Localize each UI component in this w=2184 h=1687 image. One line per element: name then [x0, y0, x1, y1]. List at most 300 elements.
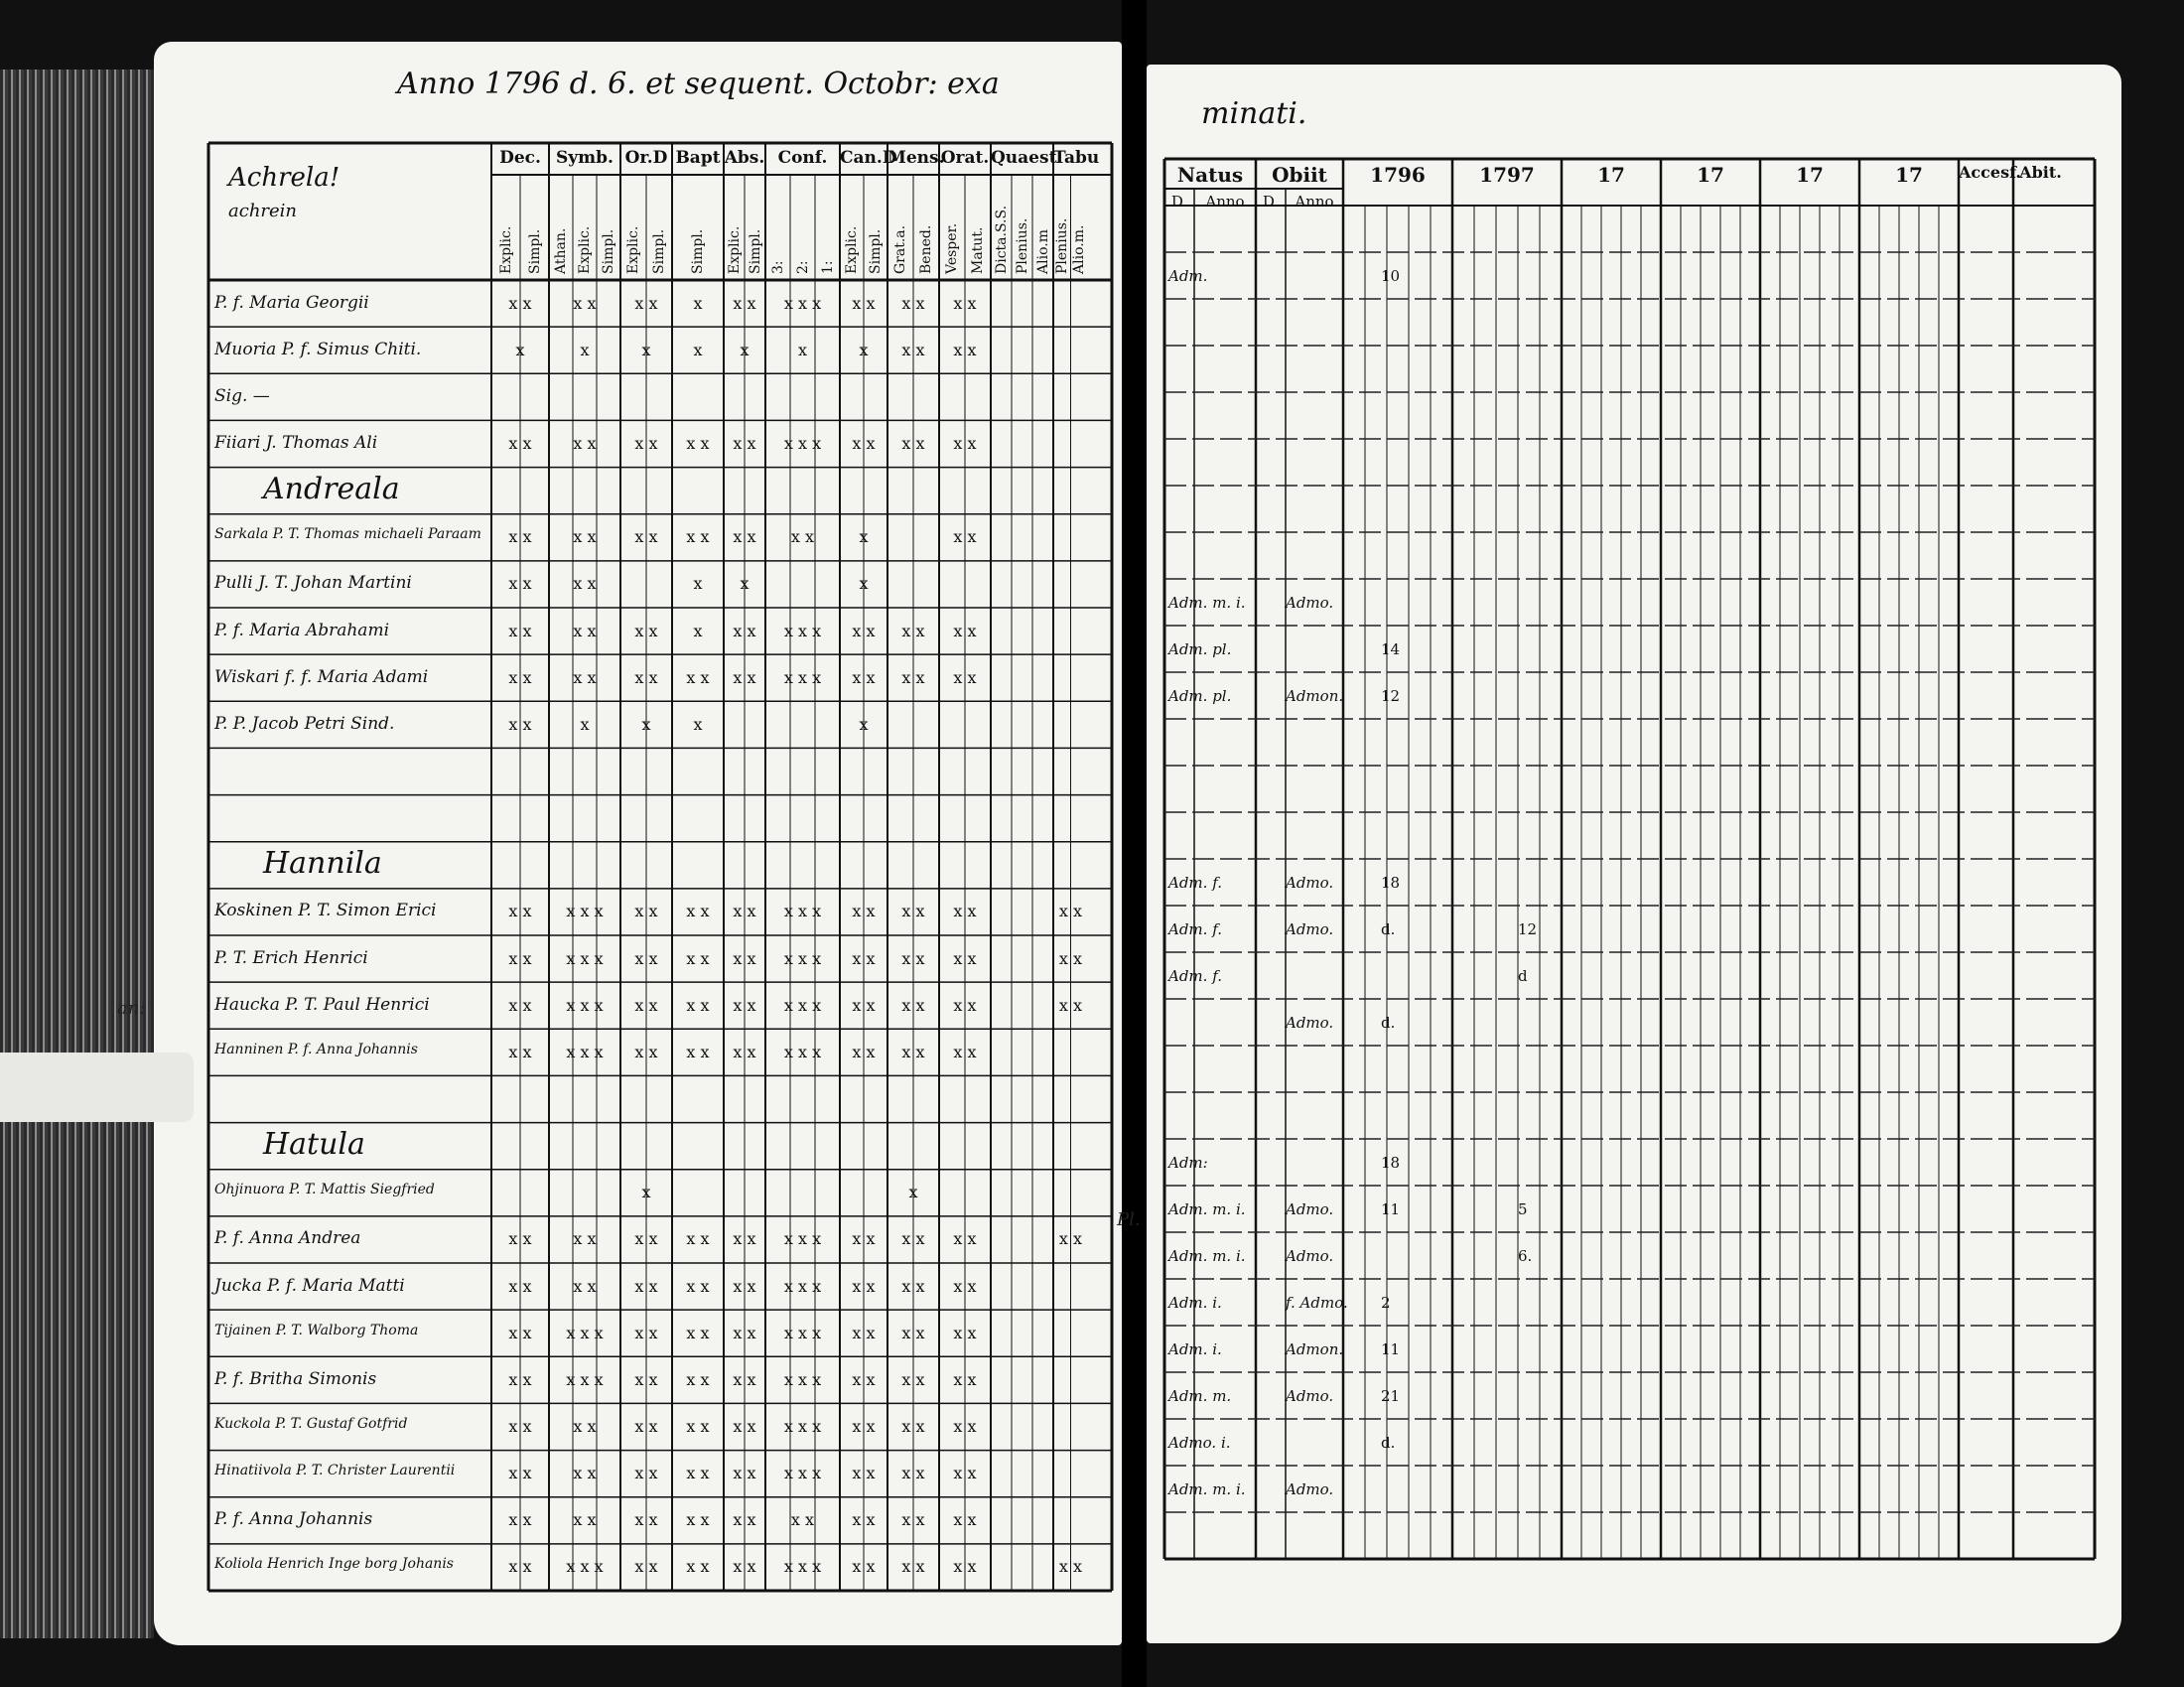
page-title-right: minati.: [1201, 96, 1307, 131]
table-row-mark: x x: [686, 1369, 710, 1389]
table-row-mark: x: [693, 340, 703, 359]
table-row-mark: x x: [634, 527, 658, 547]
table-row-mark: x x x: [783, 1369, 822, 1389]
col-group-header: Orat.: [940, 148, 990, 168]
table-row-name: Jucka P. f. Maria Matti: [214, 1275, 405, 1296]
subcol-header: 3:: [769, 260, 786, 274]
table-row-mark: x x: [953, 527, 977, 547]
table-row-mark: x x x: [783, 1276, 822, 1296]
col-group-header: Dec.: [499, 148, 541, 168]
village-heading: Hannila: [263, 845, 382, 881]
table-row-mark: x x: [508, 667, 532, 687]
table-row-mark: x x: [573, 1510, 597, 1530]
table-row-mark: x x: [953, 1417, 977, 1436]
table-row-mark: x x: [852, 1042, 876, 1061]
table-row-mark: x x: [686, 1276, 710, 1296]
table-row-mark: x: [693, 621, 703, 640]
col-group-header: Quaest.: [991, 148, 1063, 168]
year-1797-mark: d: [1518, 966, 1528, 985]
table-row-name: Sig. —: [214, 385, 270, 406]
table-row-mark: x x: [508, 1464, 532, 1483]
table-row-mark: x x: [733, 621, 756, 640]
rcol-header: 17: [1796, 163, 1824, 187]
table-row-mark: x x: [953, 948, 977, 968]
table-row-mark: x x: [733, 1276, 756, 1296]
table-row-mark: x x x: [783, 1323, 822, 1342]
table-row-mark: x x: [686, 434, 710, 453]
table-row-mark: x x: [634, 995, 658, 1015]
table-row-mark: x x: [634, 1510, 658, 1530]
table-row-mark: x: [859, 574, 869, 594]
col-group-header: Can.D: [840, 148, 897, 168]
table-row-mark: x x: [508, 948, 532, 968]
table-row-name: Haucka P. T. Paul Henrici: [214, 994, 430, 1015]
table-row-mark: x x: [953, 902, 977, 921]
table-row-mark: x x x: [783, 293, 822, 313]
year-1796-mark: 21: [1381, 1386, 1401, 1405]
year-1797-mark: 6.: [1518, 1246, 1533, 1265]
subcol-header: Simpl.: [601, 228, 616, 274]
table-row-mark: x: [797, 340, 808, 359]
left-page: [154, 42, 1122, 1645]
year-1796-mark: 2: [1381, 1293, 1391, 1312]
table-row-mark: x x: [508, 1323, 532, 1342]
subcol-header: Athan.: [553, 227, 569, 274]
subcol-header: Simpl.: [526, 228, 543, 274]
year-1796-mark: 11: [1381, 1339, 1401, 1358]
table-row-mark: x: [641, 1183, 651, 1202]
table-row-mark: x x: [852, 1510, 876, 1530]
table-row-mark: x x x: [566, 995, 604, 1015]
table-row-mark: x x: [953, 340, 977, 359]
table-row-mark: x x: [901, 1369, 925, 1389]
page-title-left: Anno 1796 d. 6. et sequent. Octobr: exa: [397, 67, 1000, 101]
obiit-note: Admo.: [1286, 1013, 1334, 1032]
table-row-mark: x x x: [783, 995, 822, 1015]
table-row-name: Tijainen P. T. Walborg Thoma: [214, 1322, 419, 1338]
table-row-mark: x x: [852, 948, 876, 968]
subcol-header: Explic.: [577, 225, 593, 274]
table-row-mark: x x: [733, 1510, 756, 1530]
col-group-header: Tabu: [1053, 148, 1100, 168]
table-row-mark: x x: [953, 1229, 977, 1249]
table-row-mark: x x: [733, 1229, 756, 1249]
table-row-mark: x x: [953, 1323, 977, 1342]
table-row-mark: x x: [686, 1229, 710, 1249]
table-row-mark: x x: [634, 293, 658, 313]
table-row-mark: x x: [634, 1417, 658, 1436]
obiit-note: Admon.: [1286, 686, 1344, 705]
col-group-header: Conf.: [777, 148, 828, 168]
table-row-mark: x x: [953, 1510, 977, 1530]
table-row-mark: x x: [733, 1464, 756, 1483]
table-row-mark: x x: [634, 434, 658, 453]
table-row-name: Fiiari J. Thomas Ali: [214, 433, 378, 453]
table-row-name: P. f. Anna Johannis: [214, 1509, 373, 1530]
col-group-header: Or.D: [624, 148, 668, 168]
natus-note: Adm:: [1168, 1153, 1208, 1172]
table-row-mark: x x: [953, 434, 977, 453]
table-row-mark: x x: [901, 340, 925, 359]
table-row-mark: x x: [573, 621, 597, 640]
table-row-mark: x x: [508, 714, 532, 734]
obiit-note: Admo.: [1286, 1479, 1334, 1498]
table-row-mark: x x: [634, 1323, 658, 1342]
table-row-mark: x x: [953, 1276, 977, 1296]
year-1796-mark: d.: [1381, 1433, 1396, 1452]
rsubcol-header: Anno: [1205, 193, 1245, 211]
table-row-mark: x x: [573, 667, 597, 687]
table-row-mark: x x: [634, 1369, 658, 1389]
table-row-mark: x: [641, 714, 651, 734]
table-row-mark: x x: [953, 1557, 977, 1577]
table-row-mark: x x: [733, 527, 756, 547]
natus-note: Admo. i.: [1168, 1433, 1231, 1452]
natus-note: Adm. m. i.: [1168, 1479, 1246, 1498]
table-row-mark: x x: [901, 948, 925, 968]
table-row-mark: x x: [686, 902, 710, 921]
table-row-mark: x x: [901, 1510, 925, 1530]
margin-note-left: an:: [117, 998, 146, 1019]
table-row-mark: x x: [733, 293, 756, 313]
table-row-name: Koskinen P. T. Simon Erici: [214, 901, 437, 921]
table-row-mark: x x x: [566, 1323, 604, 1342]
table-row-mark: x x: [686, 1464, 710, 1483]
table-row-mark: x x x: [566, 902, 604, 921]
table-row-name: Hinatiivola P. T. Christer Laurentii: [214, 1463, 456, 1479]
subcol-header: Simpl.: [651, 228, 667, 274]
table-row-mark: x x: [573, 1417, 597, 1436]
table-row-mark: x x: [573, 1464, 597, 1483]
table-row-mark: x x: [634, 1229, 658, 1249]
table-row-name: P. T. Erich Henrici: [214, 947, 368, 968]
table-row-mark: x x x: [783, 1557, 822, 1577]
right-page: [1147, 65, 2121, 1643]
table-row-mark: x x: [852, 293, 876, 313]
table-row-mark: x x: [686, 995, 710, 1015]
subcol-header: Plenius.: [1053, 217, 1070, 274]
natus-note: Adm. pl.: [1168, 686, 1232, 705]
table-row-mark: x x: [508, 1417, 532, 1436]
table-row-mark: x x: [686, 1042, 710, 1061]
table-row-mark: x: [740, 340, 750, 359]
table-row-mark: x x: [901, 1417, 925, 1436]
table-row-mark: x x x: [783, 1042, 822, 1061]
table-row-mark: x x: [852, 1417, 876, 1436]
year-1796-mark: 11: [1381, 1199, 1401, 1218]
year-1796-mark: 14: [1381, 639, 1401, 658]
col-group-header: Bapt: [675, 148, 721, 168]
book-page-edges: [0, 70, 154, 1638]
natus-note: Adm. f.: [1168, 919, 1222, 938]
table-row-mark: x x: [852, 1369, 876, 1389]
year-1796-mark: 18: [1381, 1153, 1401, 1172]
village-heading: Hatula: [263, 1126, 365, 1162]
table-row-mark: x x: [634, 1464, 658, 1483]
table-row-mark: x x: [953, 1464, 977, 1483]
obiit-note: Admo.: [1286, 873, 1334, 892]
table-row-mark: x x x: [783, 1464, 822, 1483]
village-heading: Andreala: [263, 471, 400, 506]
table-row-mark: x x: [573, 1276, 597, 1296]
obiit-note: Admo.: [1286, 593, 1334, 612]
table-row-mark: x x: [901, 902, 925, 921]
obiit-note: Admo.: [1286, 919, 1334, 938]
table-row-mark: x x: [852, 1276, 876, 1296]
subcol-header: Explic.: [625, 225, 641, 274]
table-row-mark: x: [693, 714, 703, 734]
table-row-mark: x x: [901, 667, 925, 687]
left-table-grid: [154, 42, 1122, 1645]
subcol-header: Alio.m: [1034, 229, 1051, 274]
table-row-mark: x x: [733, 1369, 756, 1389]
table-row-mark: x x: [686, 948, 710, 968]
table-row-mark: x x x: [783, 621, 822, 640]
table-row-mark: x x: [953, 667, 977, 687]
natus-note: Adm. f.: [1168, 873, 1222, 892]
table-row-mark: x x: [901, 1042, 925, 1061]
table-row-mark: x x: [852, 1557, 876, 1577]
table-row-mark: x x: [733, 1323, 756, 1342]
natus-note: Adm. pl.: [1168, 639, 1232, 658]
table-row-mark: x x: [634, 1276, 658, 1296]
col-group-header: Mens.: [887, 148, 945, 168]
table-row-mark: x x: [852, 995, 876, 1015]
table-row-mark: x x: [634, 948, 658, 968]
table-row-mark: x x: [733, 902, 756, 921]
natus-note: Adm. m. i.: [1168, 1246, 1246, 1265]
table-row-mark: x x: [634, 667, 658, 687]
table-row-mark: x x x: [783, 1229, 822, 1249]
natus-note: Adm.: [1168, 266, 1208, 285]
table-row-mark: x x: [686, 1510, 710, 1530]
table-row-mark: x x: [508, 902, 532, 921]
table-row-name: P. f. Anna Andrea: [214, 1228, 361, 1249]
table-row-name: P. f. Maria Abrahami: [214, 620, 390, 640]
table-row-mark: x x x: [566, 948, 604, 968]
table-row-mark: x x x: [783, 434, 822, 453]
table-row-mark: x x: [686, 1417, 710, 1436]
table-row-name: P. f. Maria Georgii: [214, 292, 369, 313]
rcol-header: 17: [1597, 163, 1625, 187]
rcol-header: 17: [1895, 163, 1923, 187]
table-row-mark: x x: [1058, 1557, 1083, 1577]
obiit-note: Admo.: [1286, 1246, 1334, 1265]
table-row-mark: x: [740, 574, 750, 594]
book-gutter: [1122, 0, 1147, 1687]
table-row-mark: x x x: [566, 1557, 604, 1577]
table-row-name: P. f. Britha Simonis: [214, 1368, 377, 1389]
binding-tape: [0, 1053, 194, 1122]
year-1797-mark: 5: [1518, 1199, 1528, 1218]
obiit-note: Admo.: [1286, 1386, 1334, 1405]
table-row-mark: x x x: [783, 948, 822, 968]
col-group-header: Symb.: [556, 148, 614, 168]
subcol-header: Explic.: [844, 225, 860, 274]
table-row-mark: x x: [1058, 1229, 1083, 1249]
table-row-mark: x x: [686, 1557, 710, 1577]
table-row-mark: x x: [573, 574, 597, 594]
table-row-mark: x x: [733, 1417, 756, 1436]
year-1796-mark: 18: [1381, 873, 1401, 892]
table-row-name: Hanninen P. f. Anna Johannis: [214, 1041, 418, 1057]
natus-note: Adm. m. i.: [1168, 593, 1246, 612]
subcol-header: Simpl.: [747, 228, 763, 274]
table-row-name: Muoria P. f. Simus Chiti.: [214, 339, 422, 359]
subcol-header: Vesper.: [944, 222, 960, 274]
table-row-mark: x x x: [783, 902, 822, 921]
table-row-mark: x x: [852, 1323, 876, 1342]
table-row-mark: x x: [852, 1229, 876, 1249]
table-row-name: Ohjinuora P. T. Mattis Siegfried: [214, 1182, 435, 1198]
table-row-mark: x: [693, 574, 703, 594]
table-row-mark: x: [693, 293, 703, 313]
table-row-mark: x x: [573, 293, 597, 313]
table-row-mark: x x: [508, 621, 532, 640]
table-row-mark: x x: [634, 621, 658, 640]
table-row-mark: x x: [901, 293, 925, 313]
table-row-mark: x x: [733, 434, 756, 453]
table-row-mark: x x: [508, 1229, 532, 1249]
table-row-mark: x x: [953, 621, 977, 640]
rcol-header: 1796: [1370, 163, 1426, 187]
right-table-grid: [1147, 65, 2121, 1643]
table-row-mark: x x: [573, 1229, 597, 1249]
table-row-mark: x x: [901, 995, 925, 1015]
subcol-header: Alio.m.: [1071, 224, 1088, 274]
natus-note: Adm. i.: [1168, 1339, 1222, 1358]
table-row-mark: x x: [508, 1557, 532, 1577]
table-row-mark: x: [641, 340, 651, 359]
table-row-mark: x: [859, 527, 869, 547]
subcol-header: Bened.: [918, 224, 934, 274]
margin-note-right: Pl.: [1117, 1209, 1141, 1230]
table-row-mark: x x x: [783, 1417, 822, 1436]
obiit-note: Admon.: [1286, 1339, 1344, 1358]
table-row-mark: x x: [733, 1557, 756, 1577]
table-row-mark: x x: [852, 434, 876, 453]
table-row-mark: x x x: [783, 667, 822, 687]
table-row-mark: x x: [852, 621, 876, 640]
table-row-mark: x x: [733, 1042, 756, 1061]
rsubcol-header: D.: [1170, 193, 1188, 211]
table-row-mark: x x: [1058, 995, 1083, 1015]
year-1796-mark: d.: [1381, 1013, 1396, 1032]
subcol-header: Plenius.: [1014, 217, 1030, 274]
table-row-mark: x x: [901, 1323, 925, 1342]
natus-note: Adm. i.: [1168, 1293, 1222, 1312]
table-row-mark: x x: [953, 1042, 977, 1061]
natus-note: Adm. m. i.: [1168, 1199, 1246, 1218]
subcol-header: 2:: [794, 260, 811, 274]
rcol-header: Obiit: [1272, 163, 1327, 187]
table-row-mark: x x: [573, 434, 597, 453]
subcol-header: Explic.: [497, 225, 514, 274]
rcol-header: Abit.: [2019, 163, 2062, 182]
table-row-name: Kuckola P. T. Gustaf Gotfrid: [214, 1416, 408, 1432]
table-row-mark: x x x: [566, 1369, 604, 1389]
table-row-mark: x x: [686, 1323, 710, 1342]
table-row-mark: x x: [901, 621, 925, 640]
year-1796-mark: 10: [1381, 266, 1401, 285]
natus-note: Adm. f.: [1168, 966, 1222, 985]
subcol-header: Dicta.S.S.: [993, 205, 1010, 274]
table-row-name: Koliola Henrich Inge borg Johanis: [214, 1556, 454, 1573]
table-row-mark: x x: [953, 1369, 977, 1389]
table-row-mark: x: [859, 340, 869, 359]
rsubcol-header: D.: [1262, 193, 1280, 211]
table-row-mark: x: [908, 1183, 918, 1202]
table-row-mark: x x: [508, 995, 532, 1015]
table-row-mark: x x: [508, 1042, 532, 1061]
rsubcol-header: Anno: [1295, 193, 1334, 211]
subcol-header: 1:: [819, 260, 836, 274]
table-row-mark: x: [580, 340, 590, 359]
subcol-header: Simpl.: [868, 228, 884, 274]
table-row-name: P. P. Jacob Petri Sind.: [214, 713, 395, 734]
table-row-name: Pulli J. T. Johan Martini: [214, 573, 412, 594]
table-row-mark: x x: [953, 995, 977, 1015]
table-row-mark: x x: [901, 1464, 925, 1483]
table-row-mark: x x: [790, 527, 815, 547]
table-row-mark: x x: [1058, 948, 1083, 968]
table-row-mark: x x: [686, 527, 710, 547]
table-row-mark: x x: [508, 434, 532, 453]
table-row-mark: x x: [901, 1229, 925, 1249]
obiit-note: f. Admo.: [1286, 1293, 1348, 1312]
table-row-mark: x x: [686, 667, 710, 687]
rcol-header: Natus: [1176, 163, 1244, 187]
table-row-mark: x x: [852, 667, 876, 687]
subcol-header: Matut.: [970, 226, 986, 274]
rcol-header: 17: [1697, 163, 1724, 187]
table-row-mark: x x: [634, 1042, 658, 1061]
table-row-mark: x x: [1058, 902, 1083, 921]
subcol-header: Explic.: [726, 225, 743, 274]
table-row-mark: x x: [508, 1510, 532, 1530]
table-row-mark: x x: [508, 293, 532, 313]
table-row-mark: x x: [901, 1276, 925, 1296]
table-row-mark: x: [515, 340, 525, 359]
year-1797-mark: 12: [1518, 919, 1538, 938]
obiit-note: Admo.: [1286, 1199, 1334, 1218]
table-row-mark: x x: [733, 667, 756, 687]
table-row-mark: x x: [508, 527, 532, 547]
col-group-header: Abs.: [724, 148, 765, 168]
table-row-name: Sarkala P. T. Thomas michaeli Paraam: [214, 526, 481, 543]
table-row-mark: x x: [508, 574, 532, 594]
table-row-mark: x x: [790, 1510, 815, 1530]
corner-label: Achrela!: [228, 163, 341, 193]
table-row-mark: x x: [634, 1557, 658, 1577]
table-row-mark: x x: [901, 434, 925, 453]
table-row-mark: x x: [852, 1464, 876, 1483]
natus-note: Adm. m.: [1168, 1386, 1232, 1405]
rcol-header: 1797: [1479, 163, 1535, 187]
year-1796-mark: d.: [1381, 919, 1396, 938]
table-row-mark: x x x: [566, 1042, 604, 1061]
table-row-mark: x x: [953, 293, 977, 313]
subcol-header: Simpl.: [690, 228, 706, 274]
corner-label: achrein: [228, 201, 298, 221]
table-row-mark: x x: [733, 948, 756, 968]
table-row-mark: x: [580, 714, 590, 734]
table-row-mark: x x: [852, 902, 876, 921]
table-row-mark: x x: [634, 902, 658, 921]
table-row-mark: x x: [573, 527, 597, 547]
table-row-mark: x x: [733, 995, 756, 1015]
table-row-mark: x x: [508, 1369, 532, 1389]
